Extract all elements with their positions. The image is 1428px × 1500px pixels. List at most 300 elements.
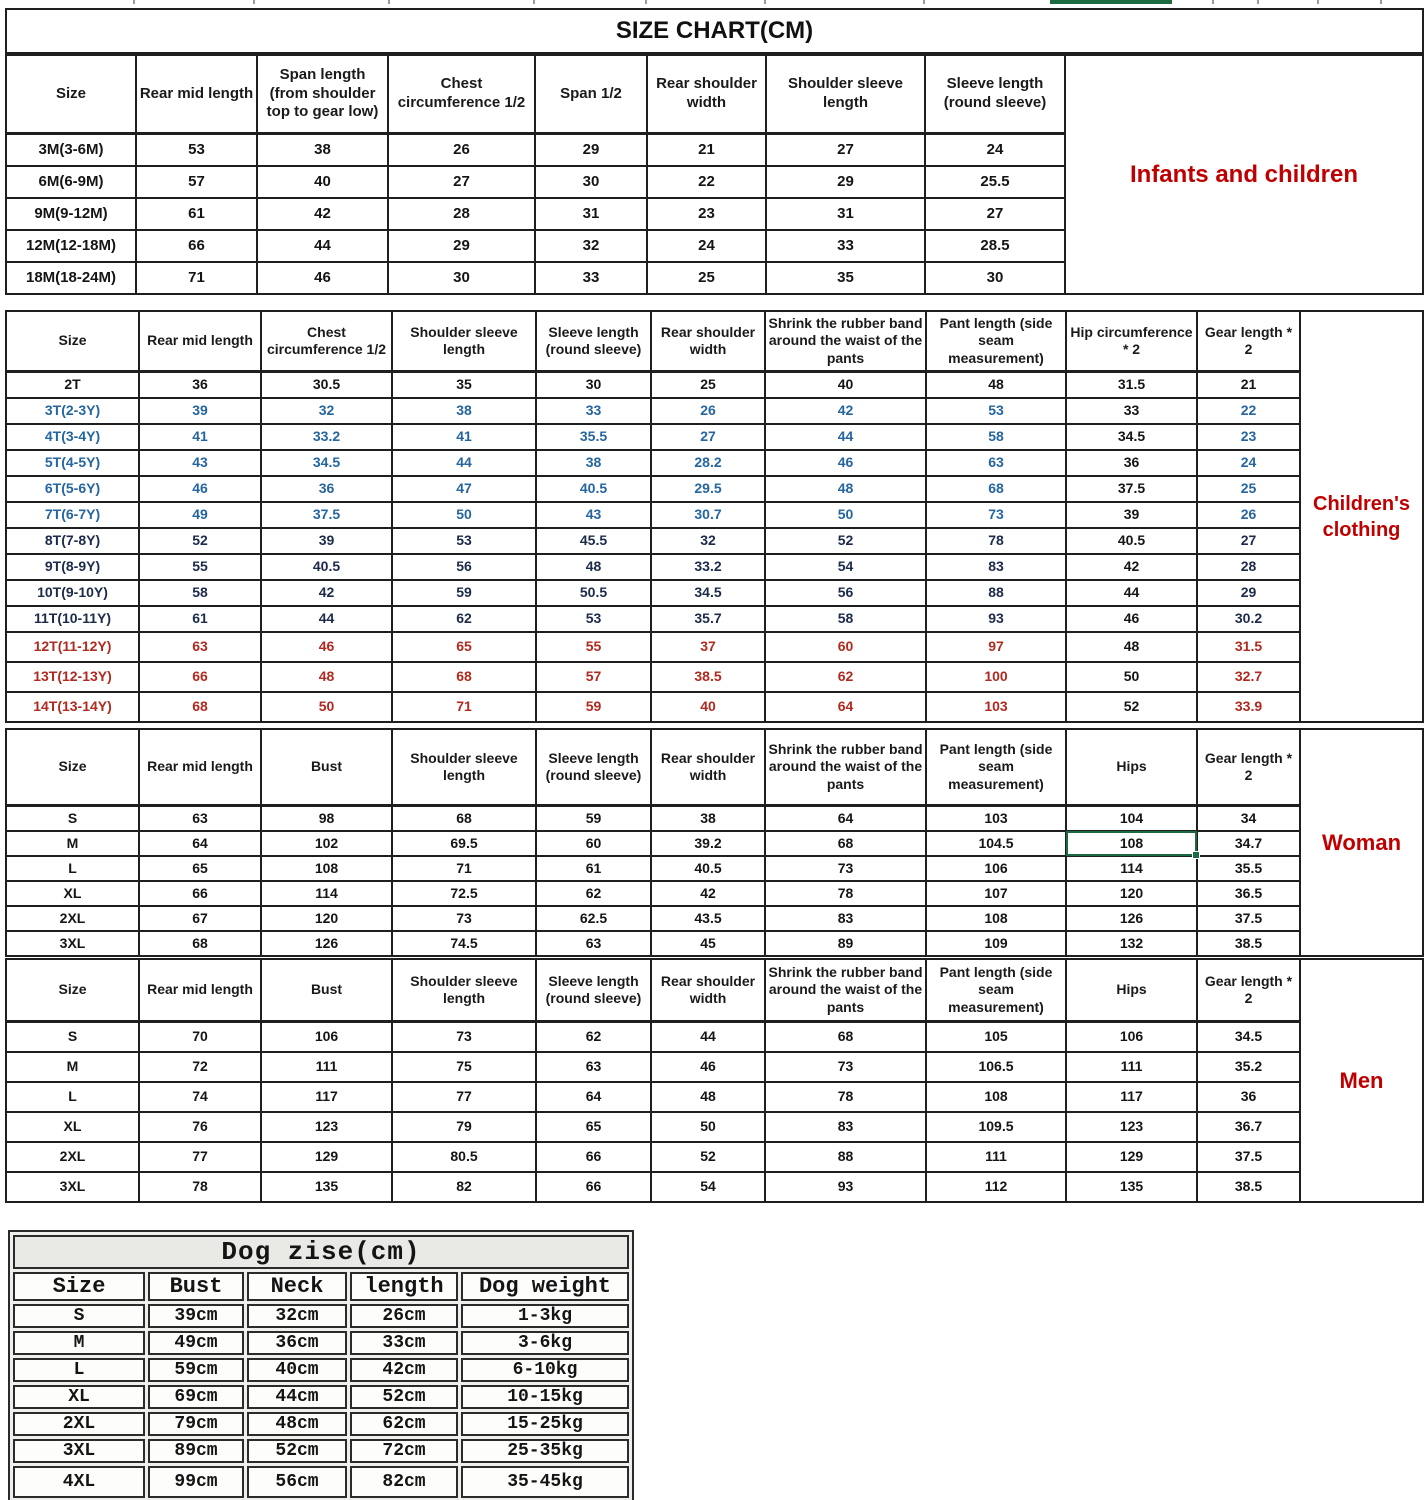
column-header: Gear length * 2: [1197, 729, 1300, 806]
value-cell: 21: [1197, 372, 1300, 399]
value-cell: 68: [765, 1022, 926, 1053]
value-cell: 68: [392, 806, 536, 832]
value-cell: 22: [1197, 398, 1300, 424]
value-cell: 25: [651, 372, 765, 399]
row-size-cell: XL: [13, 1385, 145, 1409]
column-header: Gear length * 2: [1197, 311, 1300, 372]
column-header: Rear shoulder width: [647, 55, 766, 134]
value-cell: 52: [651, 1142, 765, 1172]
value-cell: 111: [1066, 1052, 1197, 1082]
value-cell: 40.5: [651, 856, 765, 881]
selection-range-bar: [1050, 0, 1172, 4]
value-cell: 99cm: [148, 1466, 244, 1498]
value-cell: 39: [261, 528, 392, 554]
row-size-cell: 10T(9-10Y): [6, 580, 139, 606]
value-cell: 39.2: [651, 831, 765, 856]
table-row: [6, 931, 1300, 956]
value-cell: 45.5: [536, 528, 651, 554]
value-cell: 46: [765, 450, 926, 476]
table-row: [6, 881, 1300, 906]
value-cell: 66: [536, 1142, 651, 1172]
value-cell: 114: [1066, 856, 1197, 881]
row-size-cell: 3XL: [13, 1439, 145, 1463]
value-cell: 33: [766, 230, 925, 262]
row-size-cell: 3XL: [6, 931, 139, 956]
value-cell: 107: [926, 881, 1066, 906]
value-cell: 52: [139, 528, 261, 554]
value-cell: 59: [536, 692, 651, 722]
table-row: [6, 1112, 1300, 1142]
value-cell: 38: [392, 398, 536, 424]
value-cell: 83: [765, 1112, 926, 1142]
value-cell: 36: [139, 372, 261, 399]
row-size-cell: L: [6, 856, 139, 881]
table-row: [6, 1052, 1300, 1082]
value-cell: 78: [926, 528, 1066, 554]
row-size-cell: 2T: [6, 372, 139, 399]
value-cell: 25-35kg: [461, 1439, 629, 1463]
header-row: [6, 55, 1065, 134]
row-size-cell: 3XL: [6, 1172, 139, 1202]
value-cell: 65: [139, 856, 261, 881]
value-cell: 66: [139, 881, 261, 906]
value-cell: 36.7: [1197, 1112, 1300, 1142]
value-cell: 89cm: [148, 1439, 244, 1463]
value-cell: 6-10kg: [461, 1358, 629, 1382]
value-cell: 53: [136, 134, 257, 167]
header-row: [6, 729, 1300, 806]
value-cell: 50.5: [536, 580, 651, 606]
value-cell: 61: [136, 198, 257, 230]
value-cell: 30: [388, 262, 535, 294]
value-cell: 25.5: [925, 166, 1065, 198]
header-row: [6, 959, 1300, 1022]
value-cell: 56cm: [247, 1466, 347, 1498]
column-header: Bust: [261, 959, 392, 1022]
table-row: [6, 1172, 1300, 1202]
value-cell: 76: [139, 1112, 261, 1142]
value-cell: 83: [765, 906, 926, 931]
value-cell: 34.5: [1197, 1022, 1300, 1053]
value-cell: 46: [261, 632, 392, 662]
value-cell: 30: [536, 372, 651, 399]
value-cell: 37.5: [1066, 476, 1197, 502]
value-cell: 123: [261, 1112, 392, 1142]
infants-size-table: [5, 54, 1066, 295]
value-cell: 48: [261, 662, 392, 692]
value-cell: 40: [765, 372, 926, 399]
value-cell: 117: [261, 1082, 392, 1112]
value-cell: 26: [1197, 502, 1300, 528]
grid-tick: [1380, 0, 1382, 4]
value-cell: 39: [1066, 502, 1197, 528]
woman-size-table: [5, 728, 1301, 957]
value-cell: 36: [1197, 1082, 1300, 1112]
row-size-cell: 2XL: [6, 906, 139, 931]
woman-label: [1301, 728, 1424, 957]
value-cell: 93: [926, 606, 1066, 632]
table-row: [6, 372, 1300, 399]
value-cell: 25: [647, 262, 766, 294]
value-cell: 54: [651, 1172, 765, 1202]
value-cell: 15-25kg: [461, 1412, 629, 1436]
value-cell: 52cm: [350, 1385, 458, 1409]
value-cell: 126: [261, 931, 392, 956]
value-cell: 29: [1197, 580, 1300, 606]
value-cell: 31: [766, 198, 925, 230]
value-cell: 106: [926, 856, 1066, 881]
value-cell: 88: [926, 580, 1066, 606]
column-header: Sleeve length (round sleeve): [536, 729, 651, 806]
value-cell: 55: [139, 554, 261, 580]
value-cell: 44cm: [247, 1385, 347, 1409]
value-cell: 71: [392, 856, 536, 881]
value-cell: 77: [139, 1142, 261, 1172]
table-row: [6, 806, 1300, 832]
row-size-cell: 2XL: [6, 1142, 139, 1172]
value-cell: 57: [536, 662, 651, 692]
value-cell: 53: [392, 528, 536, 554]
column-header: Span 1/2: [535, 55, 647, 134]
value-cell: 44: [257, 230, 388, 262]
value-cell: 28.5: [925, 230, 1065, 262]
table-row: [13, 1304, 629, 1328]
value-cell: 68: [139, 692, 261, 722]
column-header: Span length (from shoulder top to gear low): [257, 55, 388, 134]
value-cell: 103: [926, 806, 1066, 832]
row-size-cell: 3M(3-6M): [6, 134, 136, 167]
value-cell: 50: [765, 502, 926, 528]
value-cell: 39cm: [148, 1304, 244, 1328]
column-header: Chest circumference 1/2: [388, 55, 535, 134]
value-cell: 42: [651, 881, 765, 906]
value-cell: 52: [765, 528, 926, 554]
column-header: Rear mid length: [139, 729, 261, 806]
value-cell: 65: [536, 1112, 651, 1142]
value-cell: 64: [139, 831, 261, 856]
value-cell: 40: [257, 166, 388, 198]
table-row: [6, 692, 1300, 722]
woman-row: [5, 728, 1424, 957]
value-cell: 112: [926, 1172, 1066, 1202]
value-cell: 41: [139, 424, 261, 450]
value-cell: 108: [926, 1082, 1066, 1112]
column-header: Hips: [1066, 959, 1197, 1022]
value-cell: 30.2: [1197, 606, 1300, 632]
men-row: [5, 958, 1424, 1203]
row-size-cell: 13T(12-13Y): [6, 662, 139, 692]
column-header: Shrink the rubber band around the waist of the pants: [765, 311, 926, 372]
value-cell: 27: [651, 424, 765, 450]
value-cell: 135: [261, 1172, 392, 1202]
row-size-cell: 6T(5-6Y): [6, 476, 139, 502]
value-cell: 129: [261, 1142, 392, 1172]
value-cell: 37: [651, 632, 765, 662]
infants-label-text: Infants and children: [1129, 160, 1359, 188]
grid-tick: [923, 0, 925, 4]
value-cell: 79: [392, 1112, 536, 1142]
value-cell: 44: [261, 606, 392, 632]
value-cell: 1-3kg: [461, 1304, 629, 1328]
value-cell: 104: [1066, 806, 1197, 832]
value-cell: 44: [392, 450, 536, 476]
value-cell: 63: [139, 632, 261, 662]
table-row: [6, 134, 1065, 167]
value-cell: 40.5: [536, 476, 651, 502]
value-cell: 32: [261, 398, 392, 424]
column-header: Rear mid length: [139, 311, 261, 372]
value-cell: 68: [926, 476, 1066, 502]
value-cell: 82: [392, 1172, 536, 1202]
value-cell: 26: [388, 134, 535, 167]
grid-tick: [1257, 0, 1259, 4]
value-cell: 50: [392, 502, 536, 528]
column-header: length: [350, 1272, 458, 1301]
table-row: [6, 424, 1300, 450]
value-cell: 40.5: [261, 554, 392, 580]
selected-cell: 108: [1066, 831, 1197, 856]
grid-tick: [764, 0, 766, 4]
value-cell: 30.7: [651, 502, 765, 528]
value-cell: 64: [536, 1082, 651, 1112]
value-cell: 120: [261, 906, 392, 931]
value-cell: 70: [139, 1022, 261, 1053]
value-cell: 61: [139, 606, 261, 632]
column-header: Size: [13, 1272, 145, 1301]
value-cell: 35-45kg: [461, 1466, 629, 1498]
value-cell: 24: [647, 230, 766, 262]
value-cell: 48: [926, 372, 1066, 399]
value-cell: 46: [1066, 606, 1197, 632]
value-cell: 33: [535, 262, 647, 294]
infants-section: [5, 8, 1424, 295]
value-cell: 108: [926, 906, 1066, 931]
table-row: [6, 230, 1065, 262]
value-cell: 35.5: [1197, 856, 1300, 881]
value-cell: 27: [925, 198, 1065, 230]
value-cell: 105: [926, 1022, 1066, 1053]
men-label: [1301, 958, 1424, 1203]
value-cell: 23: [1197, 424, 1300, 450]
value-cell: 74.5: [392, 931, 536, 956]
value-cell: 35.5: [536, 424, 651, 450]
column-header: Pant length (side seam measurement): [926, 311, 1066, 372]
children-label: [1301, 310, 1424, 723]
value-cell: 49: [139, 502, 261, 528]
table-row: [6, 906, 1300, 931]
value-cell: 106.5: [926, 1052, 1066, 1082]
value-cell: 34.5: [1066, 424, 1197, 450]
column-header: Size: [6, 729, 139, 806]
table-row: [13, 1412, 629, 1436]
column-header: Shoulder sleeve length: [392, 959, 536, 1022]
value-cell: 98: [261, 806, 392, 832]
value-cell: 120: [1066, 881, 1197, 906]
column-header: Chest circumference 1/2: [261, 311, 392, 372]
value-cell: 69.5: [392, 831, 536, 856]
value-cell: 33.2: [261, 424, 392, 450]
value-cell: 42: [1066, 554, 1197, 580]
value-cell: 56: [765, 580, 926, 606]
row-size-cell: 12T(11-12Y): [6, 632, 139, 662]
value-cell: 71: [392, 692, 536, 722]
value-cell: 73: [765, 1052, 926, 1082]
value-cell: 62: [536, 881, 651, 906]
value-cell: 34.5: [261, 450, 392, 476]
men-section: [5, 958, 1424, 1203]
value-cell: 126: [1066, 906, 1197, 931]
value-cell: 28: [1197, 554, 1300, 580]
value-cell: 62: [392, 606, 536, 632]
value-cell: 49cm: [148, 1331, 244, 1355]
value-cell: 58: [139, 580, 261, 606]
value-cell: 117: [1066, 1082, 1197, 1112]
value-cell: 27: [1197, 528, 1300, 554]
table-row: [6, 450, 1300, 476]
value-cell: 35: [392, 372, 536, 399]
value-cell: 59: [392, 580, 536, 606]
value-cell: 72cm: [350, 1439, 458, 1463]
value-cell: 32: [651, 528, 765, 554]
column-header: Rear shoulder width: [651, 959, 765, 1022]
value-cell: 83: [926, 554, 1066, 580]
value-cell: 111: [261, 1052, 392, 1082]
value-cell: 79cm: [148, 1412, 244, 1436]
table-row: [6, 632, 1300, 662]
row-size-cell: S: [6, 1022, 139, 1053]
value-cell: 42: [765, 398, 926, 424]
column-header: Size: [6, 55, 136, 134]
value-cell: 40.5: [1066, 528, 1197, 554]
value-cell: 38.5: [1197, 1172, 1300, 1202]
children-size-table: [5, 310, 1301, 723]
value-cell: 60: [536, 831, 651, 856]
value-cell: 78: [765, 881, 926, 906]
column-header: Rear shoulder width: [651, 729, 765, 806]
table-row: [13, 1385, 629, 1409]
value-cell: 80.5: [392, 1142, 536, 1172]
value-cell: 68: [139, 931, 261, 956]
row-size-cell: 9T(8-9Y): [6, 554, 139, 580]
row-size-cell: S: [13, 1304, 145, 1328]
table-row: [6, 476, 1300, 502]
header-row: [6, 311, 1300, 372]
value-cell: 10-15kg: [461, 1385, 629, 1409]
value-cell: 42cm: [350, 1358, 458, 1382]
page-title-text: SIZE CHART(CM): [615, 17, 814, 44]
value-cell: 30.5: [261, 372, 392, 399]
value-cell: 39: [139, 398, 261, 424]
value-cell: 38: [651, 806, 765, 832]
column-header: Rear shoulder width: [651, 311, 765, 372]
men-size-table: [5, 958, 1301, 1203]
dog-size-table: [8, 1230, 634, 1500]
value-cell: 66: [136, 230, 257, 262]
table-row: [6, 262, 1065, 294]
value-cell: 64: [765, 806, 926, 832]
value-cell: 135: [1066, 1172, 1197, 1202]
row-size-cell: 9M(9-12M): [6, 198, 136, 230]
value-cell: 33.9: [1197, 692, 1300, 722]
row-size-cell: 8T(7-8Y): [6, 528, 139, 554]
table-row: [6, 580, 1300, 606]
column-header: Size: [6, 959, 139, 1022]
value-cell: 97: [926, 632, 1066, 662]
value-cell: 63: [536, 1052, 651, 1082]
row-size-cell: 5T(4-5Y): [6, 450, 139, 476]
value-cell: 47: [392, 476, 536, 502]
grid-tick: [645, 0, 647, 4]
row-size-cell: L: [13, 1358, 145, 1382]
value-cell: 132: [1066, 931, 1197, 956]
column-header: Rear mid length: [139, 959, 261, 1022]
value-cell: 34: [1197, 806, 1300, 832]
table-row: [6, 398, 1300, 424]
value-cell: 66: [139, 662, 261, 692]
value-cell: 60: [765, 632, 926, 662]
value-cell: 34.5: [651, 580, 765, 606]
row-size-cell: L: [6, 1082, 139, 1112]
row-size-cell: M: [13, 1331, 145, 1355]
table-row: [6, 856, 1300, 881]
value-cell: 52cm: [247, 1439, 347, 1463]
column-header: Sleeve length (round sleeve): [925, 55, 1065, 134]
value-cell: 64: [765, 692, 926, 722]
table-row: [6, 1082, 1300, 1112]
row-size-cell: 2XL: [13, 1412, 145, 1436]
grid-tick: [133, 0, 135, 4]
dog-section: [8, 1230, 648, 1500]
value-cell: 37.5: [261, 502, 392, 528]
value-cell: 123: [1066, 1112, 1197, 1142]
value-cell: 77: [392, 1082, 536, 1112]
value-cell: 44: [1066, 580, 1197, 606]
children-label-text: Children's clothing: [1313, 492, 1410, 541]
value-cell: 24: [925, 134, 1065, 167]
value-cell: 106: [261, 1022, 392, 1053]
value-cell: 35.7: [651, 606, 765, 632]
value-cell: 129: [1066, 1142, 1197, 1172]
value-cell: 55: [536, 632, 651, 662]
value-cell: 30: [535, 166, 647, 198]
table-title: Dog zise(cm): [13, 1235, 629, 1269]
column-header: Sleeve length (round sleeve): [536, 959, 651, 1022]
value-cell: 106: [1066, 1022, 1197, 1053]
table-row: [6, 198, 1065, 230]
value-cell: 38.5: [651, 662, 765, 692]
value-cell: 42: [261, 580, 392, 606]
value-cell: 33: [1066, 398, 1197, 424]
value-cell: 48: [765, 476, 926, 502]
value-cell: 53: [926, 398, 1066, 424]
value-cell: 48: [536, 554, 651, 580]
table-row: [13, 1466, 629, 1498]
table-row: [6, 528, 1300, 554]
value-cell: 34.7: [1197, 831, 1300, 856]
value-cell: 62: [765, 662, 926, 692]
value-cell: 62cm: [350, 1412, 458, 1436]
value-cell: 40cm: [247, 1358, 347, 1382]
value-cell: 48: [1066, 632, 1197, 662]
value-cell: 45: [651, 931, 765, 956]
value-cell: 38: [536, 450, 651, 476]
value-cell: 111: [926, 1142, 1066, 1172]
value-cell: 75: [392, 1052, 536, 1082]
value-cell: 25: [1197, 476, 1300, 502]
value-cell: 50: [651, 1112, 765, 1142]
value-cell: 50: [261, 692, 392, 722]
value-cell: 41: [392, 424, 536, 450]
